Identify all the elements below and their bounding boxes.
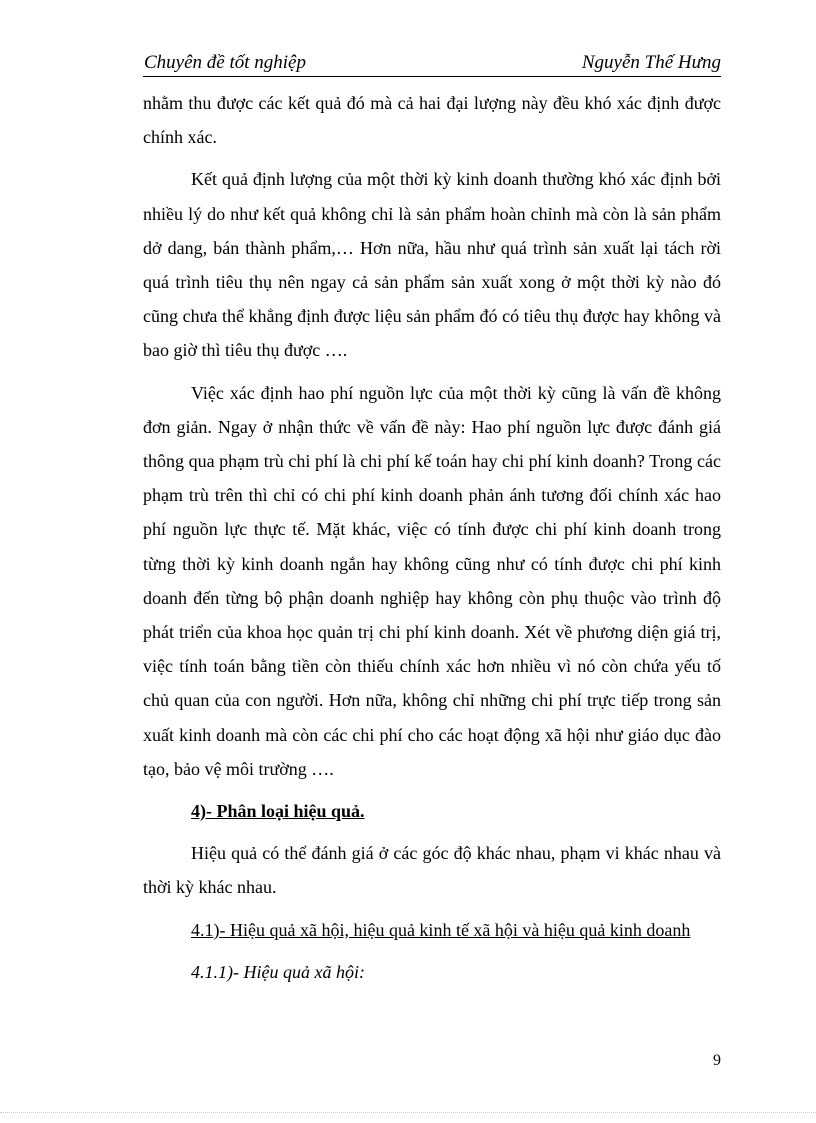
page-header bbox=[143, 50, 721, 77]
page-bottom-divider bbox=[0, 1112, 816, 1113]
page-number: 9 bbox=[713, 1052, 721, 1069]
body-text bbox=[143, 86, 721, 989]
paragraph-classification: Hiệu quả có thể đánh giá ở các góc độ khác nhau, phạm vi khác nhau và thời kỳ khác nhau. bbox=[143, 843, 721, 898]
paragraph-continuation: nhằm thu được các kết quả đó mà cả hai đại lượng này đều khó xác định được chính xác. bbox=[143, 93, 721, 148]
header-author-name: Nguyễn Thế Hưng bbox=[581, 52, 721, 73]
section-heading-4-1: 4.1)- Hiệu quả xã hội, hiệu quả kinh tế xã hội và hiệu quả kinh doanh bbox=[191, 919, 691, 940]
section-heading-4-1-1: 4.1.1)- Hiệu quả xã hội: bbox=[191, 961, 365, 982]
paragraph-quantitative-results: Kết quả định lượng của một thời kỳ kinh doanh thường khó xác định bởi nhiều lý do như kết quả không chỉ là sản phẩm hoàn chỉnh mà còn là sản phẩm dở dang, bán thành phẩm,… Hơn nữa, hầu như quá trình sản xuất lại tách rời quá trình tiêu thụ nên ngay cả sản phẩm sản xuất xong ở một thời kỳ nào đó cũng chưa thể khẳng định được liệu sản phẩm đó có tiêu thụ được hay không và bao giờ thì tiêu thụ được …. bbox=[143, 169, 721, 361]
paragraph-resource-costs: Việc xác định hao phí nguồn lực của một thời kỳ cũng là vấn đề không đơn giản. Ngay ở nhận thức về vấn đề này: Hao phí nguồn lực được đánh giá thông qua phạm trù chi phí là chi phí kế toán hay chi phí kinh doanh? Trong các phạm trù trên thì chỉ có chi phí kinh doanh phản ánh tương đối chính xác hao phí nguồn lực thực tế. Mặt khác, việc có tính được chi phí kinh doanh trong từng thời kỳ kinh doanh ngắn hay không cũng như có tính được chi phí kinh doanh đến từng bộ phận doanh nghiệp hay không còn phụ thuộc vào trình độ phát triển của khoa học quản trị chi phí kinh doanh. Xét về phương diện giá trị, việc tính toán bằng tiền còn thiếu chính xác hơn nhiều vì nó còn chứa yếu tố chủ quan của con người. Hơn nữa, không chỉ những chi phí trực tiếp trong sản xuất kinh doanh mà còn các chi phí cho các hoạt động xã hội như giáo dục đào tạo, bảo vệ môi trường …. bbox=[143, 382, 721, 779]
section-heading-4: 4)- Phân loại hiệu quả. bbox=[191, 801, 365, 822]
header-document-title: Chuyên đề tốt nghiệp bbox=[144, 52, 306, 73]
